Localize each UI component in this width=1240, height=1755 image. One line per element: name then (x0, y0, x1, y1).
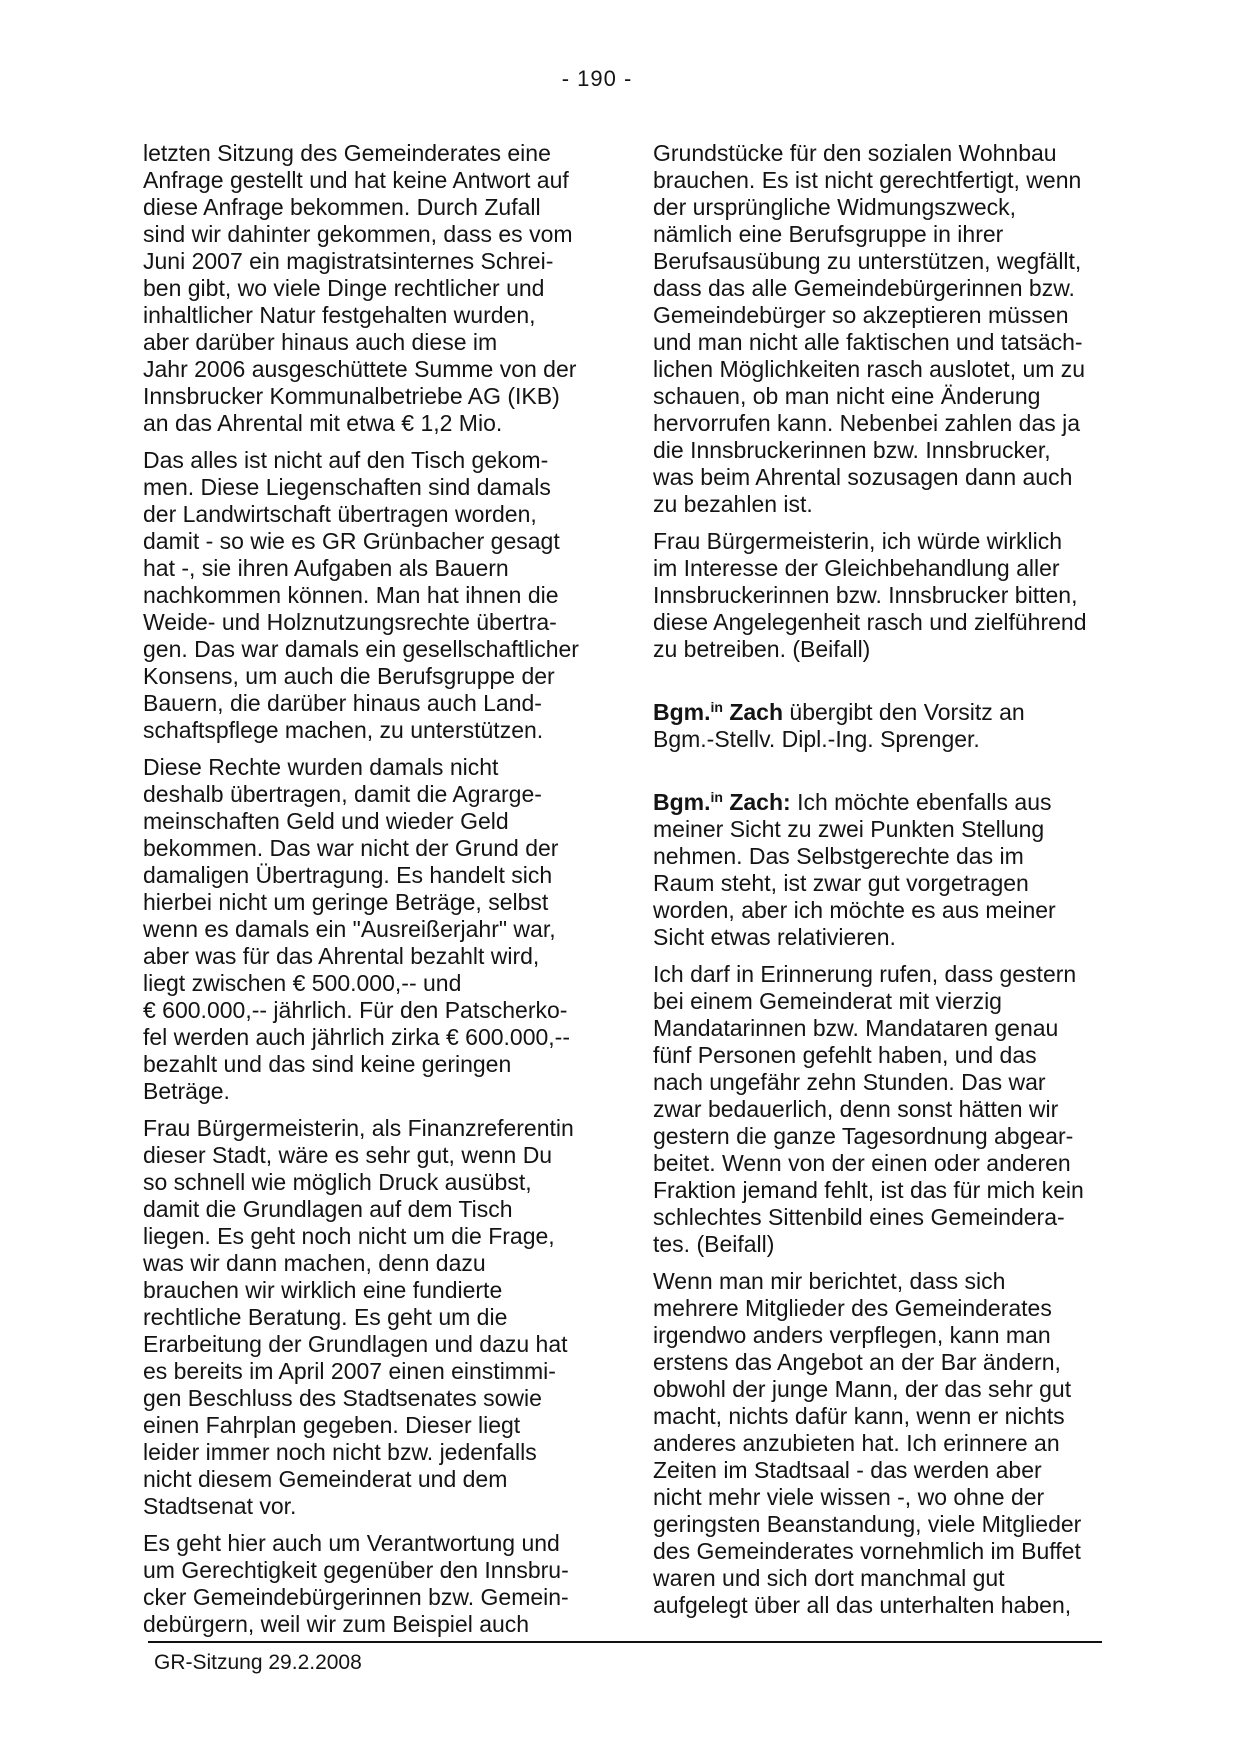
text-line: damit - so wie es GR Grünbacher gesagt (143, 528, 560, 554)
text-line: leider immer noch nicht bzw. jedenfalls (143, 1439, 537, 1465)
paragraph (653, 140, 1118, 518)
text-line: Grundstücke für den sozialen Wohnbau (653, 140, 1057, 166)
text-line: € 600.000,-- jährlich. Für den Patscherko- (143, 997, 568, 1023)
text-line: Innsbrucker Kommunalbetriebe AG (IKB) (143, 383, 560, 409)
text-line: waren und sich dort manchmal gut (653, 1565, 1005, 1591)
text-line: anderes anzubieten hat. Ich erinnere an (653, 1430, 1060, 1456)
text-line: Mandatarinnen bzw. Mandataren genau (653, 1015, 1059, 1041)
paragraph (653, 789, 1118, 951)
text-line: deshalb übertragen, damit die Agrarge- (143, 781, 542, 807)
paragraph (653, 1268, 1118, 1619)
text-line: Ich darf in Erinnerung rufen, dass gestern (653, 961, 1077, 987)
paragraph (143, 1115, 608, 1520)
text-line: der ursprüngliche Widmungszweck, (653, 194, 1017, 220)
text-line (653, 789, 1118, 816)
text-line: nehmen. Das Selbstgerechte das im (653, 843, 1024, 869)
text-line: wenn es damals ein "Ausreißerjahr" war, (143, 916, 556, 942)
speaker-name-segment: in (710, 699, 723, 715)
text-line: tes. (Beifall) (653, 1231, 775, 1257)
text-line: zu betreiben. (Beifall) (653, 636, 871, 662)
text-line: um Gerechtigkeit gegenüber den Innsbru- (143, 1557, 569, 1583)
text-line: was wir dann machen, denn dazu (143, 1250, 486, 1276)
text-line: Frau Bürgermeisterin, ich würde wirklich (653, 528, 1063, 554)
text-line: bekommen. Das war nicht der Grund der (143, 835, 559, 861)
paragraph (143, 447, 608, 744)
text-line: aber was für das Ahrental bezahlt wird, (143, 943, 540, 969)
speaker-name-segment: Zach: (722, 789, 791, 815)
text-line: nicht mehr viele wissen -, wo ohne der (653, 1484, 1045, 1510)
text-line: fel werden auch jährlich zirka € 600.000,-- (143, 1024, 571, 1050)
text-line: meinschaften Geld und wieder Geld (143, 808, 509, 834)
left-column (143, 140, 608, 1648)
speaker-name-segment: Zach (722, 699, 784, 725)
text-line: Berufsausübung zu unterstützen, wegfällt, (653, 248, 1082, 274)
text-line: des Gemeinderates vornehmlich im Buffet (653, 1538, 1081, 1564)
paragraph (143, 1530, 608, 1638)
text-line: Das alles ist nicht auf den Tisch gekom- (143, 447, 549, 473)
speaker-name-segment: Bgm. (653, 699, 711, 725)
text-line: obwohl der junge Mann, der das sehr gut (653, 1376, 1072, 1402)
text-line: was beim Ahrental sozusagen dann auch (653, 464, 1073, 490)
text-line: zwar bedauerlich, denn sonst hätten wir (653, 1096, 1059, 1122)
text-line: macht, nichts dafür kann, wenn er nichts (653, 1403, 1065, 1429)
paragraph (143, 754, 608, 1105)
text-line: Zeiten im Stadtsaal - das werden aber (653, 1457, 1042, 1483)
text-line: im Interesse der Gleichbehandlung aller (653, 555, 1060, 581)
text-line: Beträge. (143, 1078, 230, 1104)
text-line: nachkommen können. Man hat ihnen die (143, 582, 559, 608)
text-line: aufgelegt über all das unterhalten haben, (653, 1592, 1072, 1618)
text-line: rechtliche Beratung. Es geht um die (143, 1304, 508, 1330)
text-line: brauchen wir wirklich eine fundierte (143, 1277, 503, 1303)
text-line: nicht diesem Gemeinderat und dem (143, 1466, 508, 1492)
text-line: es bereits im April 2007 einen einstimmi- (143, 1358, 556, 1384)
text-line: Raum steht, ist zwar gut vorgetragen (653, 870, 1029, 896)
paragraph (653, 961, 1118, 1258)
text-segment: Ich möchte ebenfalls aus (790, 789, 1052, 815)
text-line: Wenn man mir berichtet, dass sich (653, 1268, 1006, 1294)
text-line: so schnell wie möglich Druck ausübst, (143, 1169, 532, 1195)
page-number: - 190 - (561, 66, 633, 91)
text-line: Stadtsenat vor. (143, 1493, 297, 1519)
footer-divider (148, 1641, 1102, 1643)
text-line: irgendwo anders verpflegen, kann man (653, 1322, 1051, 1348)
footer-session-label: GR-Sitzung 29.2.2008 (154, 1651, 362, 1674)
text-line: Fraktion jemand fehlt, ist das für mich kein (653, 1177, 1084, 1203)
text-line: men. Diese Liegenschaften sind damals (143, 474, 551, 500)
text-line: fünf Personen gefehlt haben, und das (653, 1042, 1037, 1068)
text-line: schauen, ob man nicht eine Änderung (653, 383, 1041, 409)
text-line: Weide- und Holznutzungsrechte übertra- (143, 609, 557, 635)
text-line: bei einem Gemeinderat mit vierzig (653, 988, 1002, 1014)
text-line: letzten Sitzung des Gemeinderates eine (143, 140, 551, 166)
text-line: cker Gemeindebürgerinnen bzw. Gemein- (143, 1584, 569, 1610)
text-line: Innsbruckerinnen bzw. Innsbrucker bitten, (653, 582, 1078, 608)
text-line: zu bezahlen ist. (653, 491, 813, 517)
text-line: liegen. Es geht noch nicht um die Frage, (143, 1223, 555, 1249)
text-line: ben gibt, wo viele Dinge rechtlicher und (143, 275, 545, 301)
text-line: brauchen. Es ist nicht gerechtfertigt, wenn (653, 167, 1082, 193)
text-line: Anfrage gestellt und hat keine Antwort auf (143, 167, 569, 193)
text-line: schaftspflege machen, zu unterstützen. (143, 717, 544, 743)
speaker-name-segment: Bgm. (653, 789, 711, 815)
text-line: nämlich eine Berufsgruppe in ihrer (653, 221, 1004, 247)
text-line: damit die Grundlagen auf dem Tisch (143, 1196, 513, 1222)
text-line: geringsten Beanstandung, viele Mitglieder (653, 1511, 1082, 1537)
text-line: gen. Das war damals ein gesellschaftlicher (143, 636, 579, 662)
text-line: bezahlt und das sind keine geringen (143, 1051, 512, 1077)
text-line: worden, aber ich möchte es aus meiner (653, 897, 1056, 923)
paragraph (653, 528, 1118, 663)
text-line: lichen Möglichkeiten rasch auslotet, um zu (653, 356, 1086, 382)
text-line: Es geht hier auch um Verantwortung und (143, 1530, 560, 1556)
text-line: dieser Stadt, wäre es sehr gut, wenn Du (143, 1142, 553, 1168)
text-line: einen Fahrplan gegeben. Dieser liegt (143, 1412, 521, 1438)
text-line: schlechtes Sittenbild eines Gemeindera- (653, 1204, 1065, 1230)
text-line: dass das alle Gemeindebürgerinnen bzw. (653, 275, 1075, 301)
text-line: aber darüber hinaus auch diese im (143, 329, 498, 355)
text-line: Frau Bürgermeisterin, als Finanzreferentin (143, 1115, 574, 1141)
text-line: beitet. Wenn von der einen oder anderen (653, 1150, 1071, 1176)
text-line: Erarbeitung der Grundlagen und dazu hat (143, 1331, 568, 1357)
text-line: hervorrufen kann. Nebenbei zahlen das ja (653, 410, 1081, 436)
text-line: meiner Sicht zu zwei Punkten Stellung (653, 816, 1045, 842)
text-line: hat -, sie ihren Aufgaben als Bauern (143, 555, 509, 581)
text-line: und man nicht alle faktischen und tatsäch- (653, 329, 1083, 355)
text-line: mehrere Mitglieder des Gemeinderates (653, 1295, 1052, 1321)
text-line: nach ungefähr zehn Stunden. Das war (653, 1069, 1046, 1095)
text-line: Juni 2007 ein magistratsinternes Schrei- (143, 248, 554, 274)
text-line: an das Ahrental mit etwa € 1,2 Mio. (143, 410, 503, 436)
right-column (653, 140, 1118, 1629)
text-line: Sicht etwas relativieren. (653, 924, 896, 950)
text-line: diese Angelegenheit rasch und zielführend (653, 609, 1087, 635)
speaker-name-segment: in (710, 789, 723, 805)
text-line: debürgern, weil wir zum Beispiel auch (143, 1611, 530, 1637)
text-line: inhaltlicher Natur festgehalten wurden, (143, 302, 536, 328)
text-line: liegt zwischen € 500.000,-- und (143, 970, 462, 996)
text-line: Gemeindebürger so akzeptieren müssen (653, 302, 1069, 328)
text-line: Bauern, die darüber hinaus auch Land- (143, 690, 542, 716)
text-line: diese Anfrage bekommen. Durch Zufall (143, 194, 541, 220)
text-line: erstens das Angebot an der Bar ändern, (653, 1349, 1061, 1375)
text-line: Diese Rechte wurden damals nicht (143, 754, 499, 780)
paragraph (653, 699, 1118, 753)
text-line (653, 699, 1118, 726)
text-line: gestern die ganze Tagesordnung abgear- (653, 1123, 1074, 1149)
text-line: damaligen Übertragung. Es handelt sich (143, 862, 553, 888)
paragraph (143, 140, 608, 437)
text-line: Konsens, um auch die Berufsgruppe der (143, 663, 555, 689)
text-segment: übergibt den Vorsitz an (783, 699, 1025, 725)
text-line: die Innsbruckerinnen bzw. Innsbrucker, (653, 437, 1051, 463)
text-line: sind wir dahinter gekommen, dass es vom (143, 221, 573, 247)
text-line: gen Beschluss des Stadtsenates sowie (143, 1385, 542, 1411)
text-line: der Landwirtschaft übertragen worden, (143, 501, 537, 527)
text-line: Bgm.-Stellv. Dipl.-Ing. Sprenger. (653, 726, 980, 752)
text-line: Jahr 2006 ausgeschüttete Summe von der (143, 356, 577, 382)
text-line: hierbei nicht um geringe Beträge, selbst (143, 889, 549, 915)
